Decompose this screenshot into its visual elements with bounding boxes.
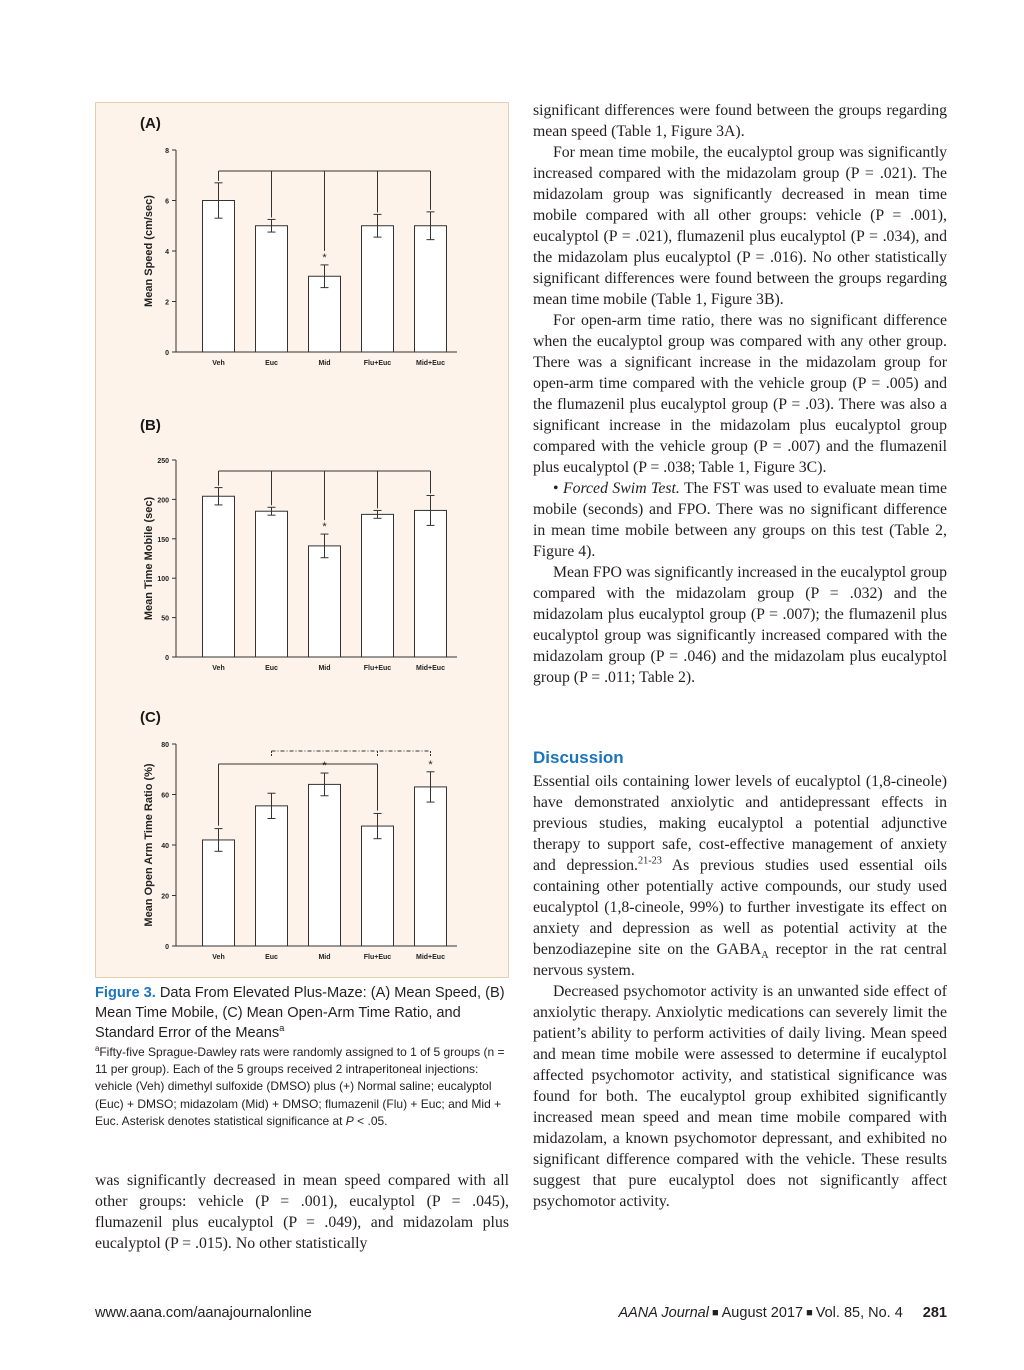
x-tick-label: Euc — [265, 360, 278, 367]
footer-date: August 2017 — [721, 1305, 804, 1321]
bar-flu-euc — [362, 826, 394, 946]
bar-mid — [309, 546, 341, 657]
note-end: < .05. — [353, 1113, 388, 1128]
discussion-reference: 21-23 — [637, 855, 662, 867]
caption-title-text: Data From Elevated Plus-Maze: (A) Mean Speed, (B) Mean Time Mobile, (C) Mean Open-Arm Time Ratio, and Standard Error of the Means — [95, 985, 505, 1041]
bar-veh — [203, 496, 235, 657]
y-axis-label: Mean Open Arm Time Ratio (%) — [143, 763, 155, 927]
x-tick-label: Veh — [212, 360, 225, 367]
note-marker: a — [95, 1044, 100, 1053]
bar-euc — [256, 511, 288, 657]
y-tick-label: 0 — [165, 350, 169, 357]
x-tick-label: Veh — [212, 954, 225, 961]
bar-euc — [256, 806, 288, 946]
footer-url[interactable]: www.aana.com/aanajournalonline — [95, 1305, 312, 1321]
discussion-p1-c: receptor in the rat central nervous system. — [533, 941, 947, 979]
panel-c-label: (C) — [140, 709, 161, 726]
y-tick-label: 4 — [165, 249, 169, 256]
y-tick-label: 60 — [161, 792, 169, 800]
y-tick-label: 250 — [157, 458, 169, 465]
y-tick-label: 20 — [161, 893, 169, 901]
note-text: Fifty-five Sprague-Dawley rats were randomly assigned to 1 of 5 groups (n = 11 per group). Each of the 5 groups received 2 intraperitoneal injections: vehicle (Veh) dimethyl sulfoxide (DMSO) plus (+) Normal saline; eucalyptol (Euc) + DMSO; midazolam (Mid) + DMSO; flumazenil (Flu) + Euc; and Mid + Euc. Asterisk denotes statistical significance at — [95, 1045, 505, 1128]
caption-footnote-marker: a — [279, 1023, 285, 1035]
results-paragraph-5: Mean FPO was significantly increased in the eucalyptol group compared with the midazolam group (P = .032) and the midazolam plus eucalyptol group (P = .007); the flumazenil plus eucalyptol group was significantly increased compared with the midazolam group (P = .046) and the midazolam plus eucalyptol group (P = .011; Table 2). — [533, 564, 947, 686]
left-paragraph: was significantly decreased in mean speed compared with all other groups: vehicle (P = .001), eucalyptol (P = .045), flumazenil plus eucalyptol (P = .049), and midazolam plus eucalyptol (P = .015). No other statistically — [95, 1172, 509, 1252]
y-tick-label: 6 — [165, 198, 169, 206]
right-column-results — [533, 100, 947, 688]
discussion-paragraph-1 — [533, 771, 947, 981]
x-tick-label: Veh — [212, 665, 225, 672]
bar-flu-euc — [362, 514, 394, 657]
results-paragraph-1: significant differences were found between the groups regarding mean speed (Table 1, Figure 3A). — [533, 102, 947, 140]
y-tick-label: 50 — [161, 615, 169, 623]
results-paragraph-3: For open-arm time ratio, there was no significant difference when the eucalyptol group was compared with any other group. There was a significant increase in the midazolam group for open-arm time compared with the vehicle group (P = .005) and the flumazenil plus eucalyptol group (P = .03). There was also a significant increase in the midazolam plus eucalyptol group compared with the vehicle group (P = .007) and the flumazenil plus eucalyptol (P = .038; Table 1, Figure 3C). — [533, 312, 947, 476]
discussion-heading: Discussion — [533, 748, 624, 767]
forced-swim-heading: Forced Swim Test. — [562, 480, 680, 497]
right-column-discussion — [533, 771, 947, 1212]
discussion-p1-b: As previous studies used essential oils containing other potentially active compounds, our study used eucalyptol (1,8-cineole, 99%) to further investigate its effect on anxiety and depression as well as potential activity at the benzodiazepine site on the GABA — [533, 857, 947, 958]
significance-asterisk: * — [428, 758, 433, 771]
caption-note — [95, 1044, 509, 1130]
footer-separator-1: ■ — [711, 1307, 719, 1319]
x-tick-label: Euc — [265, 954, 278, 961]
significance-asterisk: * — [322, 521, 327, 534]
y-axis-label: Mean Speed (cm/sec) — [143, 195, 155, 307]
bar-mid-euc — [415, 787, 447, 946]
significance-asterisk: * — [322, 760, 327, 773]
panel-b-label: (B) — [140, 417, 161, 434]
chart-mean-speed — [96, 141, 508, 411]
bar-mid-euc — [415, 510, 447, 657]
bar-mid-euc — [415, 226, 447, 352]
footer-citation — [533, 1305, 947, 1321]
page-number: 281 — [922, 1305, 947, 1321]
left-column-text — [95, 1170, 509, 1254]
footer-separator-2: ■ — [806, 1307, 813, 1319]
figure-3-box — [95, 102, 509, 978]
bar-euc — [256, 226, 288, 352]
figure-caption — [95, 983, 509, 1130]
y-tick-label: 80 — [161, 742, 169, 749]
x-tick-label: Mid — [318, 360, 331, 367]
forced-swim-text: The FST was used to evaluate mean time mobile (seconds) and FPO. There was no significant difference in mean time mobile between any groups on this test (Table 2, Figure 4). — [533, 480, 947, 560]
chart-mean-time-mobile — [96, 448, 508, 718]
discussion-p1-a: Essential oils containing lower levels of eucalyptol (1,8-cineole) have demonstrated anxiolytic and antidepressant effects in previous studies, making eucalyptol a potential adjunctive therapy to support safe, cost-effective management of anxiety and depression. — [533, 773, 947, 874]
x-tick-label: Mid+Euc — [416, 665, 445, 672]
bar-veh — [203, 201, 235, 353]
results-paragraph-2: For mean time mobile, the eucalyptol group was significantly increased compared with the midazolam group (P = .021). The midazolam group was significantly decreased in mean time mobile compared with all other groups: vehicle (P = .001), eucalyptol (P = .021), flumazenil plus eucalyptol (P = .034), and the midazolam plus eucalyptol (P = .016). No other statistically significant differences were found between the groups regarding mean time mobile (Table 1, Figure 3B). — [533, 144, 947, 308]
footer-journal: AANA Journal — [618, 1305, 709, 1321]
y-tick-label: 150 — [157, 536, 169, 544]
significance-asterisk: * — [322, 251, 327, 264]
gaba-subscript: A — [761, 950, 769, 962]
x-tick-label: Mid — [318, 665, 331, 672]
x-tick-label: Flu+Euc — [363, 954, 392, 961]
caption-title — [95, 983, 509, 1043]
y-tick-label: 40 — [161, 843, 169, 850]
y-tick-label: 0 — [165, 944, 169, 951]
footer-volume: Vol. 85, No. 4 — [815, 1305, 903, 1321]
y-tick-label: 100 — [157, 576, 169, 584]
y-tick-label: 0 — [165, 655, 169, 662]
y-tick-label: 8 — [165, 148, 169, 155]
bar-mid — [309, 784, 341, 946]
caption-label: Figure 3. — [95, 985, 156, 1001]
x-tick-label: Mid+Euc — [416, 954, 445, 961]
y-tick-label: 2 — [165, 299, 169, 307]
bar-veh — [203, 840, 235, 946]
x-tick-label: Mid+Euc — [416, 360, 445, 367]
y-tick-label: 200 — [157, 497, 169, 505]
x-tick-label: Mid — [318, 954, 331, 961]
y-axis-label: Mean Time Mobile (sec) — [143, 496, 155, 621]
panel-a-label: (A) — [140, 115, 161, 132]
x-tick-label: Euc — [265, 665, 278, 672]
bullet: • — [553, 480, 563, 497]
results-paragraph-4 — [533, 478, 947, 562]
x-tick-label: Flu+Euc — [363, 360, 392, 367]
bar-flu-euc — [362, 226, 394, 352]
note-p: P — [345, 1113, 354, 1128]
x-tick-label: Flu+Euc — [363, 665, 392, 672]
chart-open-arm-time-ratio — [96, 735, 508, 975]
discussion-paragraph-2: Decreased psychomotor activity is an unwanted side effect of anxiolytic therapy. Anxiolytic medications can severely limit the patient’s ability to perform activities of daily living. Mean speed and mean time mobile were assessed to determine if eucalyptol affected psychomotor activity, and statistical significance was found for both. The eucalyptol group exhibited significantly increased mean speed and mean time mobile compared with midazolam, a known psychomotor depressant, and exhibited no significant difference compared with the vehicle. These results suggest that pure eucalyptol does not significantly affect psychomotor activity. — [533, 983, 947, 1210]
